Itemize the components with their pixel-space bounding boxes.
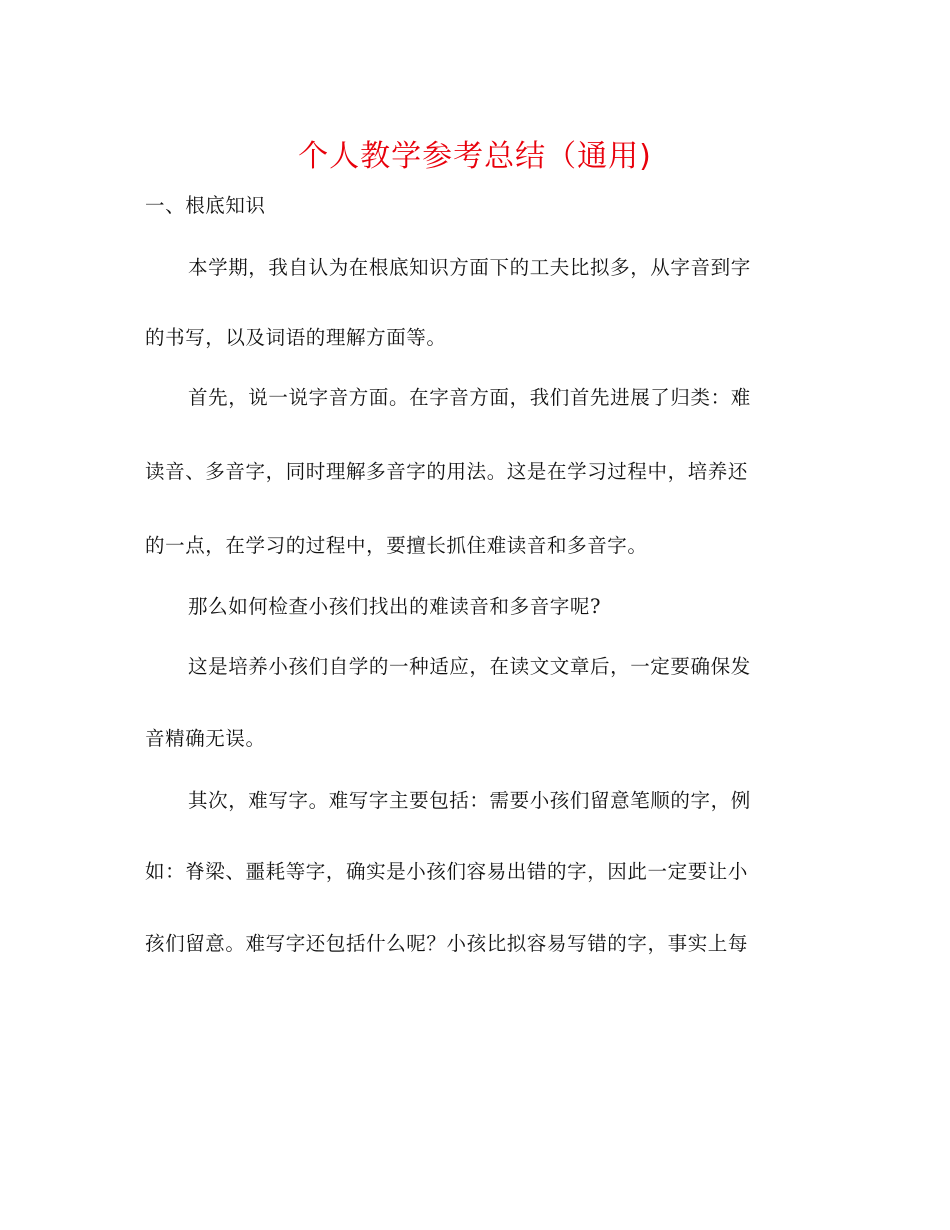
paragraph-line: 的书写，以及词语的理解方面等。 — [145, 326, 447, 349]
paragraph-line: 首先，说一说字音方面。在字音方面，我们首先进展了归类：难 — [188, 386, 751, 409]
paragraph-line: 孩们留意。难写字还包括什么呢？小孩比拟容易写错的字，事实上每 — [145, 932, 749, 955]
paragraph-line: 如：脊梁、噩耗等字，确实是小孩们容易出错的字，因此一定要让小 — [145, 860, 749, 883]
document-title: 个人教学参考总结（通用) — [298, 139, 652, 174]
paragraph-line: 的一点，在学习的过程中，要擅长抓住难读音和多音字。 — [145, 534, 648, 557]
paragraph-line: 那么如何检查小孩们找出的难读音和多音字呢? — [188, 595, 602, 618]
paragraph-line: 音精确无误。 — [145, 727, 266, 750]
paragraph-line: 其次，难写字。难写字主要包括：需要小孩们留意笔顺的字，例 — [188, 789, 751, 812]
section-heading: 一、根底知识 — [145, 194, 266, 217]
paragraph-line: 读音、多音字，同时理解多音字的用法。这是在学习过程中，培养还 — [145, 460, 749, 483]
paragraph-line: 本学期，我自认为在根底知识方面下的工夫比拟多，从字音到字 — [188, 256, 751, 279]
paragraph-line: 这是培养小孩们自学的一种适应，在读文文章后，一定要确保发 — [188, 655, 751, 678]
